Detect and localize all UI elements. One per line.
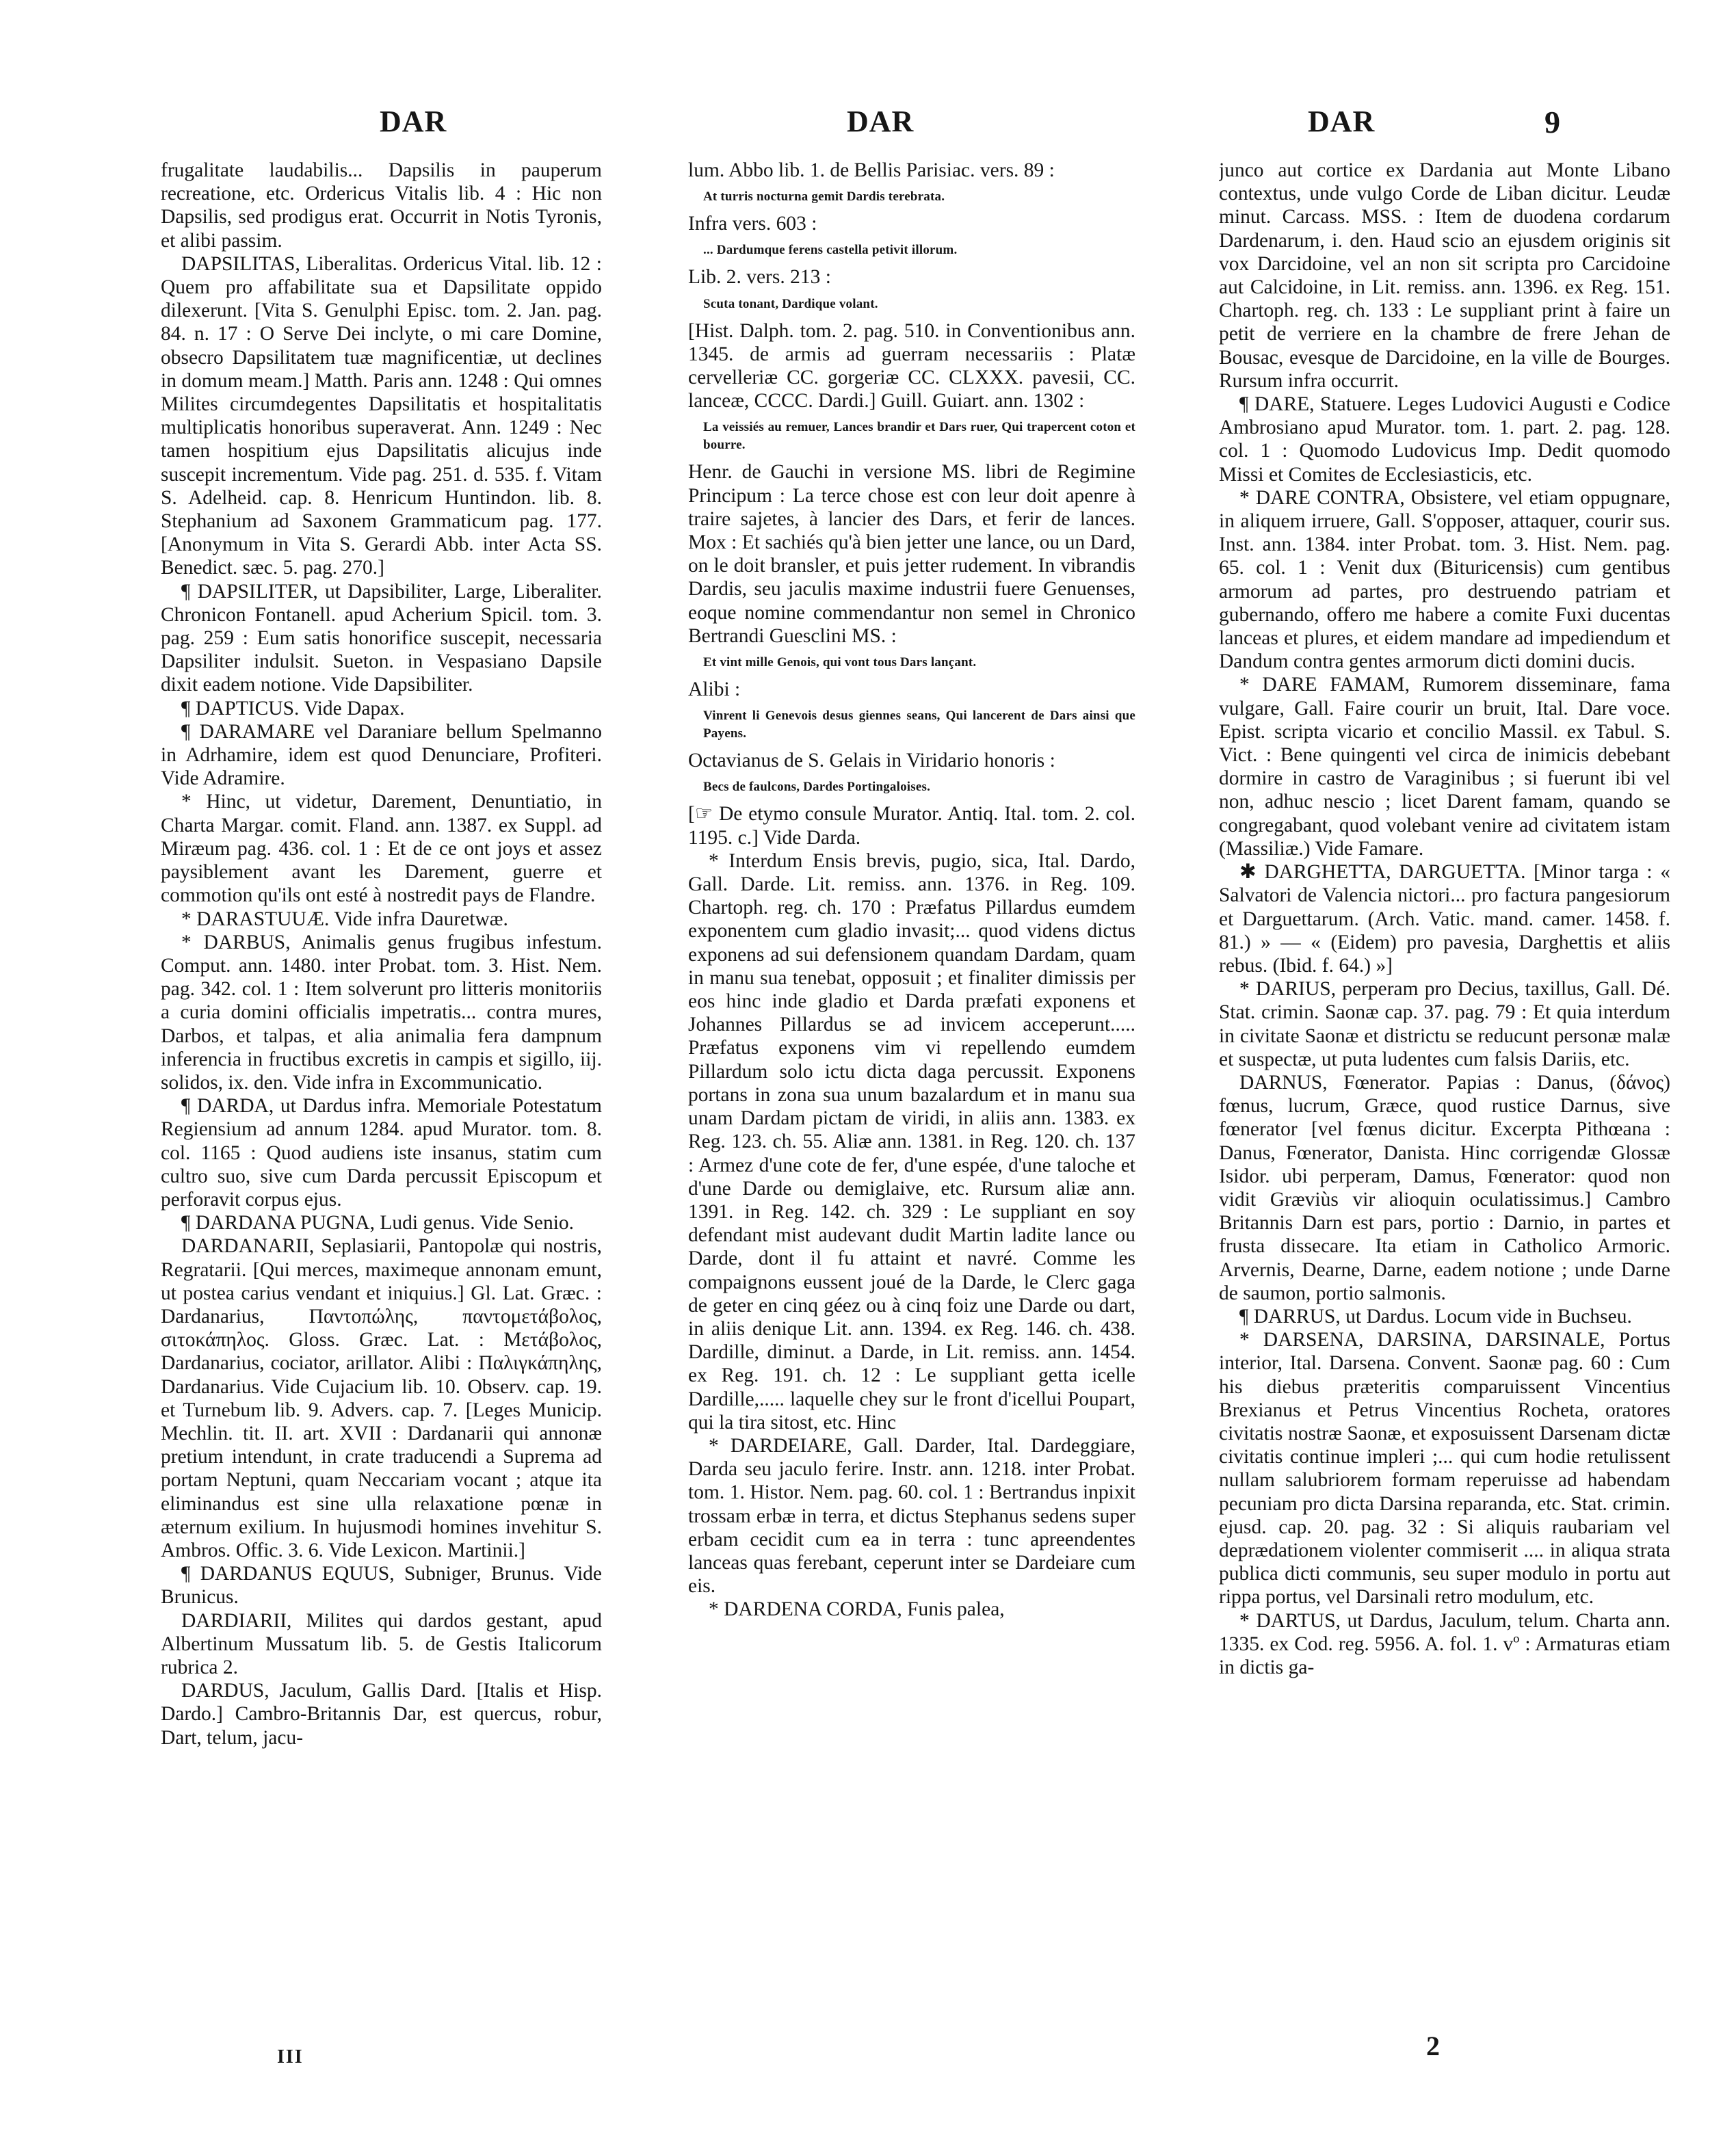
column-left <box>161 159 602 2046</box>
column-right <box>1219 159 1670 2046</box>
verse-quotation: Vinrent li Genevois desus giennes seans, Qui lancerent de Dars ainsi que Payens. <box>703 709 1135 741</box>
running-head-left: DAR <box>380 105 447 138</box>
dictionary-entry-text: junco aut cortice ex Dardania aut Monte Libano contextus, unde vulgo Corde de Liban dicitur. Leudæ minut. Carcass. MSS. : Item de duodena cordarum Dardenarum, i. den. Haud scio an ejusdem originis sit vox Darcidoine, vel an non sit scripta pro Carcidoine aut Calcidoine, in Lit. remiss. ann. 1396. ex Reg. 151. Chartoph. reg. ch. 133 : Le suppliant print à faire un petit de verriere en la chambre de frere Jehan de Bousac, evesque de Darcidoine, en la ville de Bourges. Rursum infra occurrit. <box>1219 159 1670 392</box>
dictionary-entry-text: * DARTUS, ut Dardus, Jaculum, telum. Charta ann. 1335. ex Cod. reg. 5956. A. fol. 1. vº : Armaturas etiam in dictis ga- <box>1219 1609 1670 1678</box>
dictionary-entry-text: ¶ DARDA, ut Dardus infra. Memoriale Potestatum Regiensium ad annum 1284. apud Murator. tom. 8. col. 1165 : Quod audiens iste insanus, statim cum cultro suo, sive cum Darda percussit Episcopum et perforavit corpus ejus. <box>161 1095 602 1211</box>
dictionary-entry-text: [Hist. Dalph. tom. 2. pag. 510. in Conventionibus ann. 1345. de armis ad guerram necessariis : Platæ cervelleriæ CC. gorgeriæ CC. CLXXX. pavesii, CC. lanceæ, CCCC. Dardi.] Guill. Guiart. ann. 1302 : <box>688 319 1135 412</box>
dictionary-entry-text: Infra vers. 603 : <box>688 213 817 235</box>
dictionary-entry-text: DARNUS, Fœnerator. Papias : Danus, (δάνος) fœnus, lucrum, Græce, quod rustice Darnus, sive fœnerator [vel fœnus dicitur. Excerpta Pithœana : Danus, Fœnerator, Danista. Hinc corrigendæ Glossæ Isidor. ubi perperam, Damus, Fœnerator: quod non vidit Græviùs vir alioquin oculatissimus.] Cambro Britannis Darn est pars, portio : Darnio, in partes et frusta dissecare. Ita etiam in Catholico Armoric. Arvernis, Dearne, Darne, eadem notione ; unde Darne de saumon, portio salmonis. <box>1219 1071 1670 1304</box>
dictionary-entry-text: * Interdum Ensis brevis, pugio, sica, Ital. Dardo, Gall. Darde. Lit. remiss. ann. 1376. in Reg. 109. Chartoph. reg. ch. 170 : Præfatus Pillardus eumdem exponentem cum gladio invasit;... quod videns dictus exponens ad sui defensionem quandam Dardam, quam in manu sua tenebat, opposuit ; et finaliter dimissis per eos hinc inde gladio et Darda præfati exponens et Johannes Pillardus se ad invicem acceperunt..... Præfatus exponens vim vi repellendo eumdem Pillardum solo ictu dicta daga percussit. Exponens portans in zona sua unum bazalardum et in manu sua unam Dardam pictam de viridi, in aliis ann. 1383. ex Reg. 123. ch. 55. Aliæ ann. 1381. in Reg. 120. ch. 137 : Armez d'une cote de fer, d'une espée, d'une taloche et d'une Darde ou demiglaive, etc. Rursum aliæ ann. 1391. in Reg. 142. ch. 329 : Le suppliant en soy defendant mist audevant dudit Martin ladite lance ou Darde, dont il fu attaint et navré. Comme les compaignons eussent joué de la Darde, le Clerc gaga de geter en cinq géez ou à cinq foiz une Darde ou dart, in aliis denique Lit. ann. 1394. ex Reg. 146. ch. 438. Dardille, diminut. a Darde, in Lit. remiss. ann. 1454. ex Reg. 191. ch. 12 : Le suppliant getta icelle Dardille,..... laquelle chey sur le front d'icellui Poupart, qui la tira sitost, etc. Hinc <box>688 849 1135 1434</box>
dictionary-entry-text: * Hinc, ut videtur, Darement, Denuntiatio, in Charta Margar. comit. Fland. ann. 1387. ex Suppl. ad Miræum pag. 436. col. 1 : Et de ce ont joys et assez paysiblement avant les Darement, guerre et commotion qu'ils ont esté à nostredit pays de Flandre. <box>161 791 602 907</box>
dictionary-entry-text: Henr. de Gauchi in versione MS. libri de Regimine Principum : La terce chose est con leur doit apenre à traire sajetes, à lancier des Dars, et ferir de lances. Mox : Et sachiés qu'à bien jetter une lance, ou un Dard, on le doit bransler, et puis jetter rudement. In vibrandis Dardis, seu jaculis maxime industrii fuere Genuenses, eoque nomine commendantur non semel in Chronico Bertrandi Guesclini MS. : <box>688 461 1135 647</box>
dictionary-entry-text: Alibi : <box>688 678 741 701</box>
dictionary-entry-text: * DARDENA CORDA, Funis palea, <box>709 1598 1005 1621</box>
verse-quotation: Becs de faulcons, Dardes Portingaloises. <box>703 780 931 795</box>
dictionary-entry-text: ¶ DARDANA PUGNA, Ludi genus. Vide Senio. <box>181 1212 575 1234</box>
dictionary-entry-text: DARDIARII, Milites qui dardos gestant, apud Albertinum Mussatum lib. 5. de Gestis Italicorum rubrica 2. <box>161 1609 602 1678</box>
column-middle <box>688 159 1135 2046</box>
dictionary-entry-text: * DARIUS, perperam pro Decius, taxillus, Gall. Dé. Stat. crimin. Saonæ cap. 37. pag. 79 : Et quia interdum in civitate Saonæ et districtu se reducunt personæ malæ et suspectæ, ut puta ludentes cum falsis Dariis, etc. <box>1219 978 1670 1070</box>
verse-quotation: ... Dardumque ferens castella petivit illorum. <box>703 243 958 258</box>
dictionary-entry-text: lum. Abbo lib. 1. de Bellis Parisiac. vers. 89 : <box>688 159 1055 181</box>
sheet-signature: 2 <box>1426 2031 1440 2061</box>
dictionary-entry-text: * DARASTUUÆ. Vide infra Dauretwæ. <box>181 908 508 930</box>
verse-quotation: At turris nocturna gemit Dardis terebrata. <box>703 189 945 204</box>
dictionary-entry-text: [☞ De etymo consule Murator. Antiq. Ital. tom. 2. col. 1195. c.] Vide Darda. <box>688 803 1135 849</box>
running-head-middle: DAR <box>847 105 915 138</box>
dictionary-entry-text: DAPSILITAS, Liberalitas. Ordericus Vital. lib. 12 : Quem pro affabilitate sua et Dapsilitate oppido dilexerunt. [Vita S. Genulphi Episc. tom. 2. Jan. pag. 84. n. 17 : O Serve Dei inclyte, o mi care Domine, obsecro Dapsilitatem tuæ magnificentiæ, ut declines in domum meam.] Matth. Paris ann. 1248 : Qui omnes Milites circumdegentes Dapsilitatis et hospitalitatis multiplicatis honoribus superaverat. Ann. 1249 : Nec tamen hospitium ejus Dapsilitatis alicujus inde suscepit incrementum. Vide pag. 251. d. 535. f. Vitam S. Adelheid. cap. 8. Henricum Huntindon. lib. 8. Stephanium ad Saxonem Grammaticum pag. 177. [Anonymum in Vita S. Gerardi Abb. inter Acta SS. Benedict. sæc. 5. pag. 270.] <box>161 252 602 579</box>
dictionary-entry-text: * DARE CONTRA, Obsistere, vel etiam oppugnare, in aliquem irruere, Gall. S'opposer, attaquer, courir sus. Inst. ann. 1384. inter Probat. tom. 3. Hist. Nem. pag. 65. col. 1 : Venit dux (Bituricensis) cum gentibus armorum ad partes, pro destruendo patriam et gubernando, offero me habere a comite Fuxi ducentas lanceas et plures, et eidem mandare ad impediendum et Dandum contra gentes armorum dicti domini ducis. <box>1219 486 1670 673</box>
dictionary-entry-text: Octavianus de S. Gelais in Viridario honoris : <box>688 750 1055 772</box>
verse-quotation: Scuta tonant, Dardique volant. <box>703 296 878 311</box>
dictionary-entry-text: * DARDEIARE, Gall. Darder, Ital. Dardeggiare, Darda seu jaculo ferire. Instr. ann. 1218. inter Probat. tom. 1. Histor. Nem. pag. 60. col. 1 : Bertrandus inpixit trossam erbæ in terra, et dictus Stephanus sedens super erbam cecidit cum ea in terra : tunc apreendentes lanceas quas ferebant, ceperunt inter se Dardeiare cum eis. <box>688 1434 1135 1598</box>
dictionary-entry-text: ¶ DAPSILITER, ut Dapsibiliter, Large, Liberaliter. Chronicon Fontanell. apud Acherium Spicil. tom. 3. pag. 259 : Eum satis honorifice suscepit, necessaria Dapsiliter indulsit. Sueton. in Vespasiano Dapsile dixit eadem notione. Vide Dapsibiliter. <box>161 580 602 696</box>
verse-quotation: Et vint mille Genois, qui vont tous Dars lançant. <box>703 655 977 670</box>
dictionary-entry-text: frugalitate laudabilis... Dapsilis in pauperum recreatione, etc. Ordericus Vitalis lib. 4 : Hic non Dapsilis, sed prodigus erat. Occurrit in Notis Tyronis, et alibi passim. <box>161 159 602 252</box>
dictionary-entry-text: ¶ DAPTICUS. Vide Dapax. <box>181 697 405 719</box>
verse-quotation: La veissiés au remuer, Lances brandir et Dars ruer, Qui trapercent coton et bourre. <box>703 420 1135 453</box>
dictionary-entry-text: * DARE FAMAM, Rumorem disseminare, fama vulgare, Gall. Faire courir un bruit, Ital. Dare voce. Epist. scripta vicario et concilio Massil. ex Tabul. S. Vict. : Bene quingenti vel circa de inimicis debebant dormire in castro de Varaginibus ; si fuerunt ibi vel non, adhuc nescio ; licet Darent famam, quando se congregabant, quod volebant venire ad civitatem istam (Massiliæ.) Vide Famare. <box>1219 674 1670 860</box>
dictionary-entry-text: ¶ DARAMARE vel Daraniare bellum Spelmanno in Adrhamire, idem est quod Denunciare, Profiteri. Vide Adramire. <box>161 720 602 790</box>
running-head-right: DAR <box>1308 105 1376 138</box>
page-number: 9 <box>1544 105 1561 140</box>
volume-signature: III <box>277 2046 304 2068</box>
dictionary-entry-text: ¶ DARRUS, ut Dardus. Locum vide in Buchseu. <box>1239 1305 1632 1327</box>
dictionary-entry-text: ¶ DARE, Statuere. Leges Ludovici Augusti e Codice Ambrosiano apud Murator. tom. 1. part. 2. pag. 128. col. 1 : Quomodo Ludovicus Imp. Dedit quomodo Missi et Comites de Ecclesiasticis, etc. <box>1219 393 1670 486</box>
dictionary-entry-text: Lib. 2. vers. 213 : <box>688 266 831 289</box>
dictionary-entry-text: ✱ DARGHETTA, DARGUETTA. [Minor targa : « Salvatori de Valencia nictori... pro factura pangesiorum et Darguettarum. (Arch. Vatic. mand. camer. 1458. f. 81.) » — « (Eidem) pro pavesia, Darghettis et aliis rebus. (Ibid. f. 64.) »] <box>1219 861 1670 977</box>
dictionary-entry-text: * DARSENA, DARSINA, DARSINALE, Portus interior, Ital. Darsena. Convent. Saonæ pag. 60 : Cum his diebus præteritis comparuissent Vincentius Brexianus et Petrus Vincentius Rocheta, oratores civitatis nostræ Saonæ, et exposuissent Darsenam dictæ civitatis continue impleri ;... qui cum hodie retulissent nullam salubriorem formam reperuisse ad habendam pecuniam pro dicta Darsina reparanda, etc. Stat. crimin. ejusd. cap. 20. pag. 32 : Si aliquis raubariam vel deprædationem violenter commiserit .... in aliqua strata publica dicti communis, seu super modulo in portu aut rippa portus, vel Darsinali retro modulum, etc. <box>1219 1329 1670 1609</box>
dictionary-entry-text: * DARBUS, Animalis genus frugibus infestum. Comput. ann. 1480. inter Probat. tom. 3. Hist. Nem. pag. 342. col. 1 : Item solverunt pro litteris monitoriis a curia domini officialis impetratis... contra mures, Darbos, et talpas, et alia animalia fera dampnum inferencia in fructibus excretis in campis et sigillo, iij. solidos, ix. den. Vide infra in Excommunicatio. <box>161 931 602 1094</box>
dictionary-entry-text: DARDANARII, Seplasiarii, Pantopolæ qui nostris, Regratarii. [Qui merces, maximeque annonam emunt, ut postea carius vendant et iniquius.] Gl. Lat. Græc. : Dardanarius, Παντοπώλης, παντομετάβολος, σιτοκάπηλος. Gloss. Græc. Lat. : Μετάβολος, Dardanarius, cociator, arillator. Alibi : Παλιγκάπηλης, Dardanarius. Vide Cujacium lib. 10. Observ. cap. 19. et Turnebum lib. 9. Advers. cap. 7. [Leges Municip. Mechlin. tit. II. art. XVII : Dardanarii qui annonæ pretium intendunt, in crate traducendi a Suprema ad portam Neptuni, quam Neccariam vocant ; atque ita eliminandus est sine ulla relaxatione pœnæ in æternum exilium. In hujusmodi homines invehitur S. Ambros. Offic. 3. 6. Vide Lexicon. Martinii.] <box>161 1235 602 1561</box>
dictionary-entry-text: ¶ DARDANUS EQUUS, Subniger, Brunus. Vide Brunicus. <box>161 1563 602 1609</box>
dictionary-entry-text: DARDUS, Jaculum, Gallis Dard. [Italis et Hisp. Dardo.] Cambro-Britannis Dar, est quercus, robur, Dart, telum, jacu- <box>161 1680 602 1749</box>
